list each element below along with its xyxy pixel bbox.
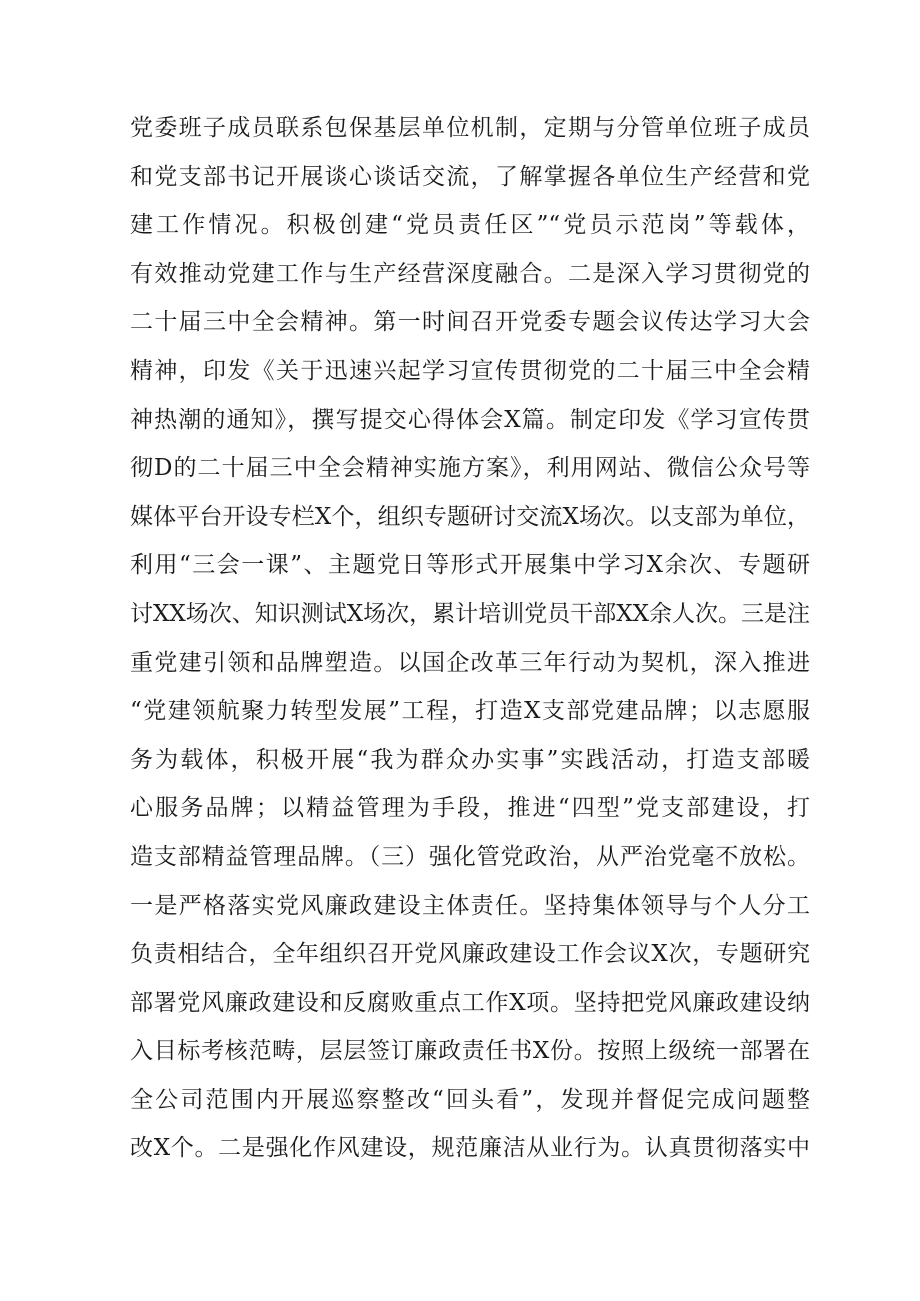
text-line: 媒体平台开设专栏X个，组织专题研讨交流X场次。以支部为单位， bbox=[130, 503, 810, 530]
text-line: “党建领航聚力转型发展”工程，打造X支部党建品牌；以志愿服 bbox=[130, 698, 810, 725]
text-line: 全公司范围内开展巡察整改“回头看”，发现并督促完成问题整 bbox=[130, 1086, 810, 1113]
text-line: 讨XX场次、知识测试X场次，累计培训党员干部XX余人次。三是注 bbox=[130, 600, 810, 627]
text-line: 一是严格落实党风廉政建设主体责任。坚持集体领导与个人分工 bbox=[130, 892, 810, 919]
text-line: 造支部精益管理品牌。（三）强化管党政治，从严治党毫不放松。 bbox=[130, 843, 810, 870]
text-line: 和党支部书记开展谈心谈话交流，了解掌握各单位生产经营和党 bbox=[130, 163, 810, 190]
text-line: 重党建引领和品牌塑造。以国企改革三年行动为契机，深入推进 bbox=[130, 649, 810, 676]
text-line: 神热潮的通知》，撰写提交心得体会X篇。制定印发《学习宣传贯 bbox=[130, 406, 810, 433]
text-line: 务为载体，积极开展“我为群众办实事”实践活动，打造支部暖 bbox=[130, 746, 810, 773]
text-line: 入目标考核范畴，层层签订廉政责任书X份。按照上级统一部署在 bbox=[130, 1038, 810, 1065]
text-line: 改X个。二是强化作风建设，规范廉洁从业行为。认真贯彻落实中 bbox=[130, 1135, 810, 1162]
text-line: 心服务品牌；以精益管理为手段，推进“四型”党支部建设，打 bbox=[130, 795, 810, 822]
text-line: 彻D的二十届三中全会精神实施方案》，利用网站、微信公众号等 bbox=[130, 455, 810, 482]
document-body bbox=[130, 104, 810, 1173]
text-line: 负责相结合，全年组织召开党风廉政建设工作会议X次，专题研究 bbox=[130, 941, 810, 968]
text-line: 党委班子成员联系包保基层单位机制，定期与分管单位班子成员 bbox=[130, 115, 810, 141]
text-line: 精神，印发《关于迅速兴起学习宣传贯彻党的二十届三中全会精 bbox=[130, 357, 810, 384]
text-line: 有效推动党建工作与生产经营深度融合。二是深入学习贯彻党的 bbox=[130, 260, 810, 287]
text-line: 利用“三会一课”、主题党日等形式开展集中学习X余次、专题研 bbox=[130, 552, 810, 579]
text-line: 部署党风廉政建设和反腐败重点工作X项。坚持把党风廉政建设纳 bbox=[130, 989, 810, 1016]
text-line: 建工作情况。积极创建“党员责任区”“党员示范岗”等载体， bbox=[130, 212, 810, 239]
text-line: 二十届三中全会精神。第一时间召开党委专题会议传达学习大会 bbox=[130, 309, 810, 336]
